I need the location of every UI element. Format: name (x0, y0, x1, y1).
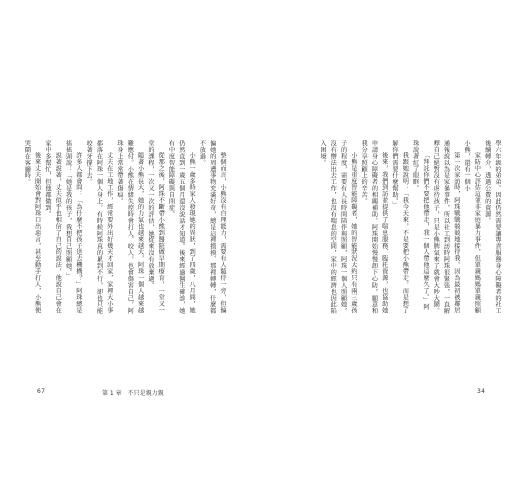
paragraph: 後來，我們到訪並提供了喘息服務、臨托資源，也協助她申請身心障礙者的相關補助。阿珠開始慢慢卸下心防，願意和我分享照顧上的辛苦。 (360, 140, 388, 315)
paragraph: 隨著小熊長大，她的力氣也越來越大，阿珠一個人越來越難應付。小熊在情緒失控時會打人、咬人，也會傷害自己，阿珠身上常常帶著傷痕。 (116, 140, 144, 315)
running-head (102, 388, 170, 397)
left-page-text (23, 140, 227, 316)
page-number: 67 (37, 388, 46, 395)
paragraph: 許多人都會問：「為什麼不把孩子送去機構？」阿珠總是搖搖頭說：「她是我的孩子，我想自己照顧她。」 (64, 140, 82, 314)
paragraph: 說著說著，丈夫似乎也相信了自己的說法，他說自己會在家中多幫忙，但他都做到。 (43, 140, 62, 314)
paragraph: 家防中心評估這並非家庭暴力事件，但單親媽媽單親照顧小熊，還有一個小 (463, 140, 481, 314)
paragraph: 第一次家訪時，阿珠戰戰兢兢地接待我。因為最初被鄰居通報說以為是家暴事件，所以社工到訪時阿珠很緊張，一直解釋自己絕對沒有虐待孩子，只是小熊脾氣來了就會大吵大鬧。 (432, 140, 460, 315)
paragraph: 「拜託你們不要把他帶走，我一個人帶他這麼久了。」阿珠說著紅了眼眶。 (411, 140, 429, 311)
paragraph: 小熊是重度智能障礙者，她的智能狀況大約只有兩三歲孩子的程度，需要有人長時間陪伴與照顧，阿珠一個人照顧她，沒有辦法出去工作，也沒有喘息的空間，家中的經濟也因此陷入困境。 (318, 140, 357, 315)
paragraph: 丈夫在工地工作，經常要外出好幾天才回家，家裡大小事都落在阿珠一個人身上。有時候阿珠真的累到不行，卻也只能咬著牙撐下去。 (85, 140, 113, 315)
running-head-chapter: 第 1 章 (102, 390, 122, 397)
paragraph: 學六年級的弟弟。因此仍然需要讓專責服務身心障礙者的社工後續轉介，透過公費的資源。 (483, 140, 501, 315)
paragraph: 後來丈夫開始會對阿珠口出惡言，甚至動手打人，小熊便哭鬧在客廳時。 (23, 140, 41, 314)
page-number: 34 (477, 388, 486, 395)
right-page (260, 0, 520, 500)
right-page-text (288, 140, 502, 316)
paragraph: 整個而言，小熊沒有自理能力，需要有人隨侍一旁，但偏偏她的周遭事物充滿好奇，總是這裡摸摸、那裡轉轉，什麼都不放過。 (198, 140, 226, 315)
running-head-title: 不只是親力親 (127, 390, 164, 397)
paragraph: 我跟她說明：「我今天來，不是要把小熊帶走，而是想了解你們需要什麼幫助。」 (391, 140, 409, 314)
paragraph: 從那之後，阿珠不斷帶小熊到醫院做早期療育，一堂又一堂的課程，一次又一次的評估，她從來沒有放棄過。 (146, 140, 165, 314)
paragraph: 小熊一歲多時家人發現她的異狀，到了四歲，八月間，她仍然直到一歲五個月還沒說話才知道。後來經過醫生確診，她有中度智能障礙與自閉症。 (167, 140, 196, 315)
